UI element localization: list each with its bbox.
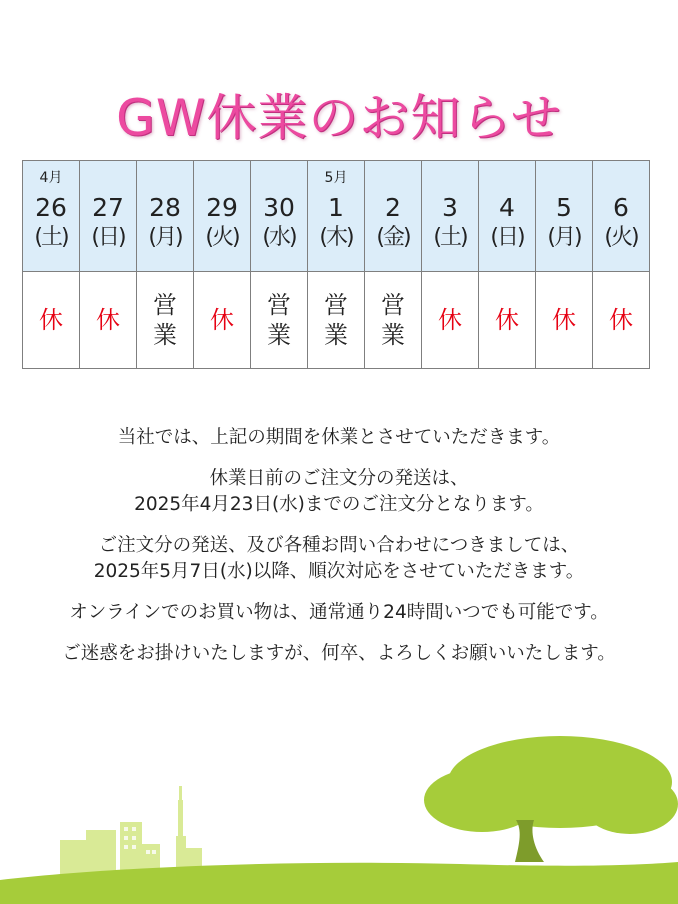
landscape-illustration [0, 730, 678, 904]
city-skyline-illustration [60, 786, 202, 874]
weekday-label: (木) [319, 225, 353, 250]
calendar-date-cell [308, 161, 365, 272]
calendar-status-cell [536, 272, 593, 369]
calendar-date-cell [251, 161, 308, 272]
day-number: 29 [206, 193, 238, 222]
calendar-status-cell [365, 272, 422, 369]
weekday-label: (日) [91, 225, 125, 250]
weekday-label: (火) [205, 225, 239, 250]
day-number: 30 [263, 193, 295, 222]
closed-status: 休 [210, 306, 234, 334]
calendar-status-cell [194, 272, 251, 369]
weekday-label: (土) [433, 225, 467, 250]
weekday-label: (月) [547, 225, 581, 250]
holiday-calendar [22, 160, 650, 369]
month-label [536, 169, 592, 187]
notice-message [0, 425, 678, 682]
month-label [80, 169, 136, 187]
day-number: 6 [613, 193, 629, 222]
month-label [422, 169, 478, 187]
open-status: 営 業 [267, 291, 291, 349]
calendar-status-cell [593, 272, 650, 369]
calendar-status-cell [422, 272, 479, 369]
calendar-status-cell [308, 272, 365, 369]
day-number: 3 [442, 193, 458, 222]
calendar-status-cell [251, 272, 308, 369]
month-label [137, 169, 193, 187]
day-number: 27 [92, 193, 124, 222]
month-label [479, 169, 535, 187]
calendar-date-cell [194, 161, 251, 272]
calendar-date-cell [593, 161, 650, 272]
closed-status: 休 [495, 306, 519, 334]
calendar-date-cell [365, 161, 422, 272]
weekday-label: (火) [604, 225, 638, 250]
weekday-label: (水) [262, 225, 296, 250]
calendar-date-row [23, 161, 650, 272]
weekday-label: (月) [148, 225, 182, 250]
day-number: 28 [149, 193, 181, 222]
calendar-date-cell [479, 161, 536, 272]
calendar-date-cell [536, 161, 593, 272]
calendar-status-cell [137, 272, 194, 369]
weekday-label: (金) [376, 225, 410, 250]
open-status: 営 業 [153, 291, 177, 349]
calendar-status-cell [23, 272, 80, 369]
calendar-date-cell [80, 161, 137, 272]
day-number: 4 [499, 193, 515, 222]
closed-status: 休 [609, 306, 633, 334]
month-label: 5月 [324, 170, 348, 186]
closed-status: 休 [438, 306, 462, 334]
tree-illustration [424, 736, 678, 862]
closed-status: 休 [96, 306, 120, 334]
day-number: 1 [328, 193, 344, 222]
month-label [593, 169, 649, 187]
notice-paragraph-resume: ご注文分の発送、及び各種お問い合わせにつきましては、 2025年5月7日(水)以降、順次対応をさせていただきます。 [93, 535, 585, 582]
open-status: 営 業 [381, 291, 405, 349]
calendar-date-cell [137, 161, 194, 272]
page-title: GW休業のお知らせ [116, 88, 562, 147]
notice-paragraph-apology: ご迷惑をお掛けいたしますが、何卒、よろしくお願いいたします。 [62, 643, 616, 664]
closed-status: 休 [39, 306, 63, 334]
calendar-status-row [23, 272, 650, 369]
month-label [194, 169, 250, 187]
open-status: 営 業 [324, 291, 348, 349]
calendar-status-cell [80, 272, 137, 369]
month-label [365, 169, 421, 187]
day-number: 5 [556, 193, 572, 222]
calendar-status-cell [479, 272, 536, 369]
day-number: 26 [35, 193, 67, 222]
weekday-label: (土) [34, 225, 68, 250]
month-label [251, 169, 307, 187]
weekday-label: (日) [490, 225, 524, 250]
closed-status: 休 [552, 306, 576, 334]
calendar-date-cell [23, 161, 80, 272]
notice-paragraph-order-cutoff: 休業日前のご注文分の発送は、 2025年4月23日(水)までのご注文分となります。 [134, 468, 544, 515]
calendar-date-cell [422, 161, 479, 272]
day-number: 2 [385, 193, 401, 222]
notice-paragraph-online-shop: オンラインでのお買い物は、通常通り24時間いつでも可能です。 [69, 602, 609, 623]
notice-paragraph-closure: 当社では、上記の期間を休業とさせていただきます。 [117, 427, 561, 448]
month-label: 4月 [39, 170, 63, 186]
